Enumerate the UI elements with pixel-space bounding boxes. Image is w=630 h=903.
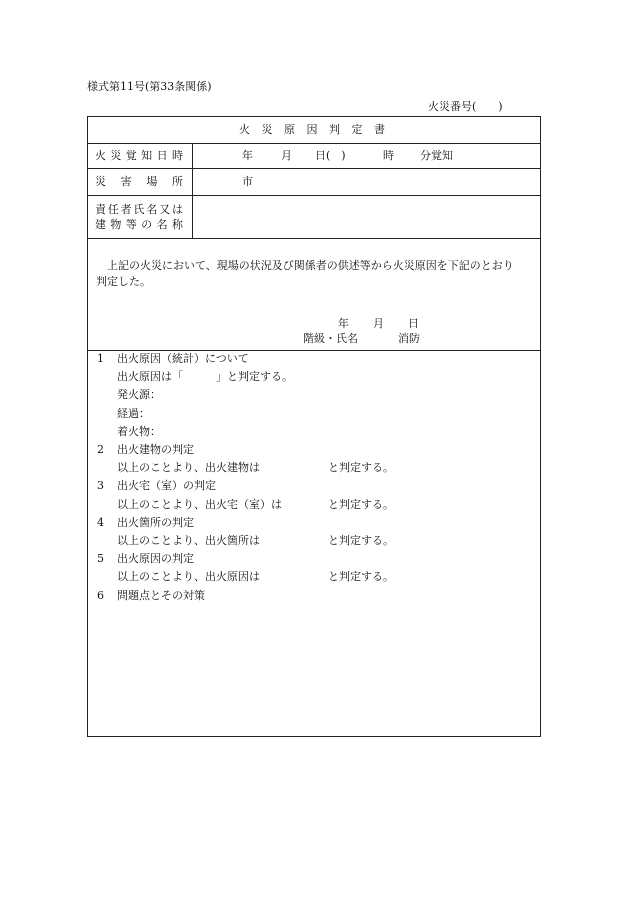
section-line [97,496,527,514]
section-line [97,459,527,477]
minute-discovered-unit: 分覚知 [420,149,453,162]
section-title: 出火建物の判定 [117,443,194,457]
section-line: 着火物： [117,424,161,438]
section-line: 発火源： [117,388,161,402]
date-year: 年 [338,317,349,330]
section-heading [97,441,527,459]
section-number: 4 [97,515,104,529]
label-char: 者 [120,203,132,216]
label-char: 名 [156,218,168,231]
statement-line-1: 上記の火災において、現場の状況及び関係者の供述等から火災原因を下記のとおり [107,259,514,272]
judgement-suffix: と判定する。 [328,570,394,584]
divider [88,143,540,144]
label-char: 称 [171,218,183,231]
label-char: 害 [120,175,132,188]
section-number: 2 [97,443,104,457]
label-disaster-location [95,175,183,188]
label-char: の [141,218,153,231]
label-char: 等 [125,218,137,231]
section-line [97,532,527,550]
section-title: 問題点とその対策 [117,588,205,602]
section-line [97,568,527,586]
section-number: 5 [97,552,104,566]
label-char: 任 [107,203,119,216]
label-char: 知 [141,149,153,162]
judgement-suffix: と判定する。 [328,497,394,511]
signer-fire-dept: 消防 [398,332,420,345]
label-column-divider [192,143,193,239]
section-title: 出火宅（室）の判定 [117,479,216,493]
label-char: 所 [171,175,183,188]
label-char: 災 [110,149,122,162]
judgement-prefix: 以上のことより、出火建物は [117,461,260,475]
label-char: 責 [95,203,106,216]
signer-rank-name: 階級・氏名 [303,332,358,345]
fire-cause-form [87,116,541,737]
section-title: 出火箇所の判定 [117,515,194,529]
label-char: 又 [159,203,171,216]
label-char: 名 [146,203,158,216]
section-heading [97,514,527,532]
judgement-suffix: と判定する。 [328,461,394,475]
label-char: 物 [110,218,122,231]
judgement-prefix: 以上のことより、出火原因は [117,570,260,584]
form-reference: 様式第11号(第33条関係) [87,80,212,93]
section-line: 出火原因は「 」と判定する。 [117,370,293,384]
section-number: 3 [97,479,104,493]
month-unit: 月 [281,149,292,162]
hour-unit: 時 [383,149,394,162]
statement-text [96,258,514,290]
date-day: 日 [408,317,419,330]
label-char: 覚 [125,149,137,162]
label-char: 時 [171,149,183,162]
label-owner-line1 [95,203,183,216]
section-title: 出火原因（統計）について [117,352,249,365]
label-char: 火 [95,149,106,162]
label-char: 場 [146,175,158,188]
date-month: 月 [373,317,384,330]
divider [88,238,540,239]
fire-number-field[interactable]: 火災番号( ) [428,100,503,113]
statement-line-2: 判定した。 [96,275,151,288]
label-char: 氏 [133,203,145,216]
judgement-sections [97,350,527,605]
divider [88,195,540,196]
section-heading [97,587,527,605]
label-discovery-datetime [95,149,183,162]
label-char: 災 [95,175,106,188]
label-char: 建 [95,218,106,231]
judgement-prefix: 以上のことより、出火箇所は [117,534,260,548]
year-unit: 年 [242,149,253,162]
section-title: 出火原因の判定 [117,552,194,566]
form-title: 火 災 原 因 判 定 書 [239,123,389,136]
judgement-suffix: と判定する。 [328,534,394,548]
section-line: 経過： [117,406,150,420]
section-number: 6 [97,588,104,602]
city-unit: 市 [242,175,253,188]
section-heading [97,550,527,568]
day-weekday-unit: 日( ) [315,149,346,162]
divider [88,168,540,169]
section-number: 1 [97,352,104,365]
section-heading [97,477,527,495]
label-owner-line2 [95,218,183,231]
label-char: 日 [156,149,168,162]
section-heading [97,350,527,368]
judgement-prefix: 以上のことより、出火宅（室）は [117,497,282,511]
label-char: は [171,203,183,216]
